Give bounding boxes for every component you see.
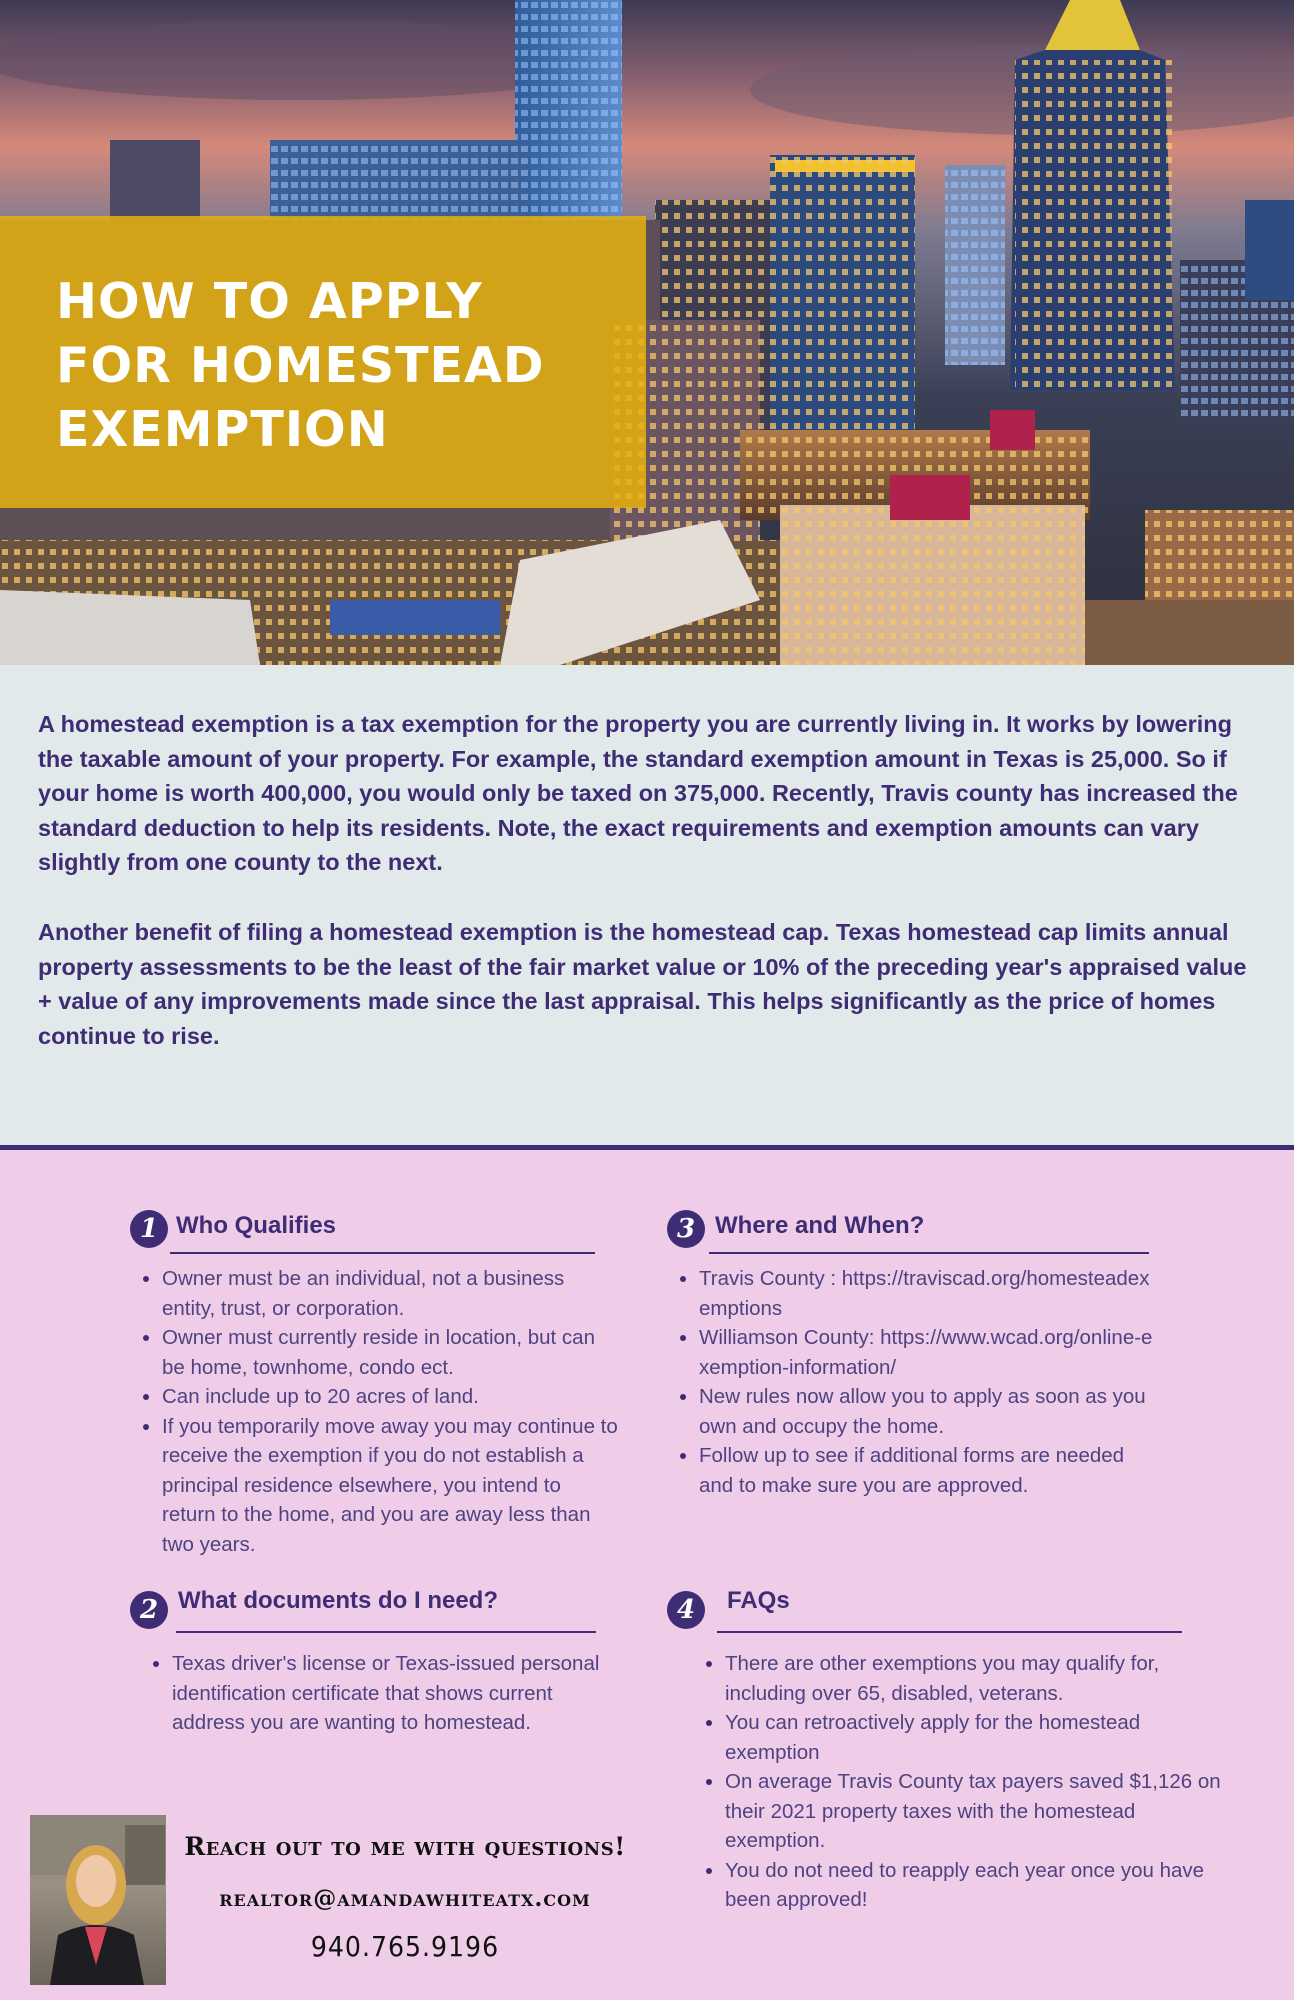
agent-photo	[30, 1815, 166, 1985]
documents-list	[130, 1649, 630, 1738]
number-badge: 4	[667, 1591, 705, 1629]
section-title: Who Qualifies	[176, 1212, 337, 1239]
list-item: • There are other exemptions you may qualify for, including over 65, disabled, veterans.	[725, 1649, 1227, 1708]
section-who-qualifies	[130, 1208, 620, 1559]
faqs-list	[667, 1649, 1227, 1915]
number-badge: 1	[130, 1210, 168, 1248]
qualifies-list	[130, 1264, 620, 1559]
section-title: FAQs	[727, 1587, 790, 1614]
list-item: • You do not need to reapply each year once you have been approved!	[725, 1856, 1227, 1915]
title-line: EXEMPTION	[56, 401, 389, 458]
list-item: • New rules now allow you to apply as soon as you own and occupy the home.	[699, 1382, 1157, 1441]
section-where-when	[667, 1208, 1157, 1500]
number-badge: 3	[667, 1210, 705, 1248]
contact-phone[interactable]: 940.765.9196	[310, 1930, 500, 1963]
list-item: • Owner must be an individual, not a business entity, trust, or corporation.	[162, 1264, 620, 1323]
list-item: • Owner must currently reside in location, but can be home, townhome, condo ect.	[162, 1323, 620, 1382]
page-title	[56, 270, 616, 462]
intro-paragraph-1: A homestead exemption is a tax exemption for the property you are currently living in. It works by lowering the taxable amount of your property. For example, the standard exemption amount in Texas is 25,000. So if your home is worth 400,000, you would only be taxed on 375,000. Recently, Travis county has increased the standard deduction to help its residents. Note, the exact requirements and exemption amounts can vary slightly from one county to the next.	[38, 711, 1238, 875]
title-line: FOR HOMESTEAD	[56, 337, 545, 394]
section-title: Where and When?	[715, 1212, 925, 1239]
contact-cta: Reach out to me with questions!	[184, 1832, 626, 1861]
list-item: • Texas driver's license or Texas-issued personal identification certificate that shows current address you are wanting to homestead.	[172, 1649, 630, 1738]
section-faqs	[667, 1583, 1227, 1915]
intro-panel	[0, 665, 1294, 1150]
number-badge: 2	[130, 1591, 168, 1629]
hero-image	[0, 0, 1294, 665]
list-item-travis-link[interactable]: • Travis County : https://traviscad.org/homesteadexemptions	[699, 1264, 1157, 1323]
section-divider	[717, 1631, 1182, 1633]
list-item-williamson-link[interactable]: • Williamson County: https://www.wcad.org/online-exemption-information/	[699, 1323, 1157, 1382]
section-divider	[176, 1631, 596, 1633]
list-item: • You can retroactively apply for the homestead exemption	[725, 1708, 1227, 1767]
list-item: • If you temporarily move away you may continue to receive the exemption if you do not establish a principal residence elsewhere, you intend to return to the home, and you are away less than two years.	[162, 1412, 620, 1560]
section-documents	[130, 1583, 630, 1738]
section-divider	[709, 1252, 1149, 1254]
title-line: HOW TO APPLY	[56, 273, 483, 330]
contact-email[interactable]: realtor@amandawhiteatx.com	[219, 1885, 591, 1912]
list-item: • On average Travis County tax payers saved $1,126 on their 2021 property taxes with the homestead exemption.	[725, 1767, 1227, 1856]
intro-paragraph-2: Another benefit of filing a homestead exemption is the homestead cap. Texas homestead cap limits annual property assessments to be the least of the fair market value or 10% of the preceding year's appraised value + value of any improvements made since the last appraisal. This helps significantly as the price of homes continue to rise.	[38, 919, 1247, 1049]
section-title: What documents do I need?	[178, 1587, 499, 1614]
list-item: • Can include up to 20 acres of land.	[162, 1382, 620, 1412]
list-item: • Follow up to see if additional forms are needed and to make sure you are approved.	[699, 1441, 1157, 1500]
section-divider	[170, 1252, 595, 1254]
where-list	[667, 1264, 1157, 1500]
